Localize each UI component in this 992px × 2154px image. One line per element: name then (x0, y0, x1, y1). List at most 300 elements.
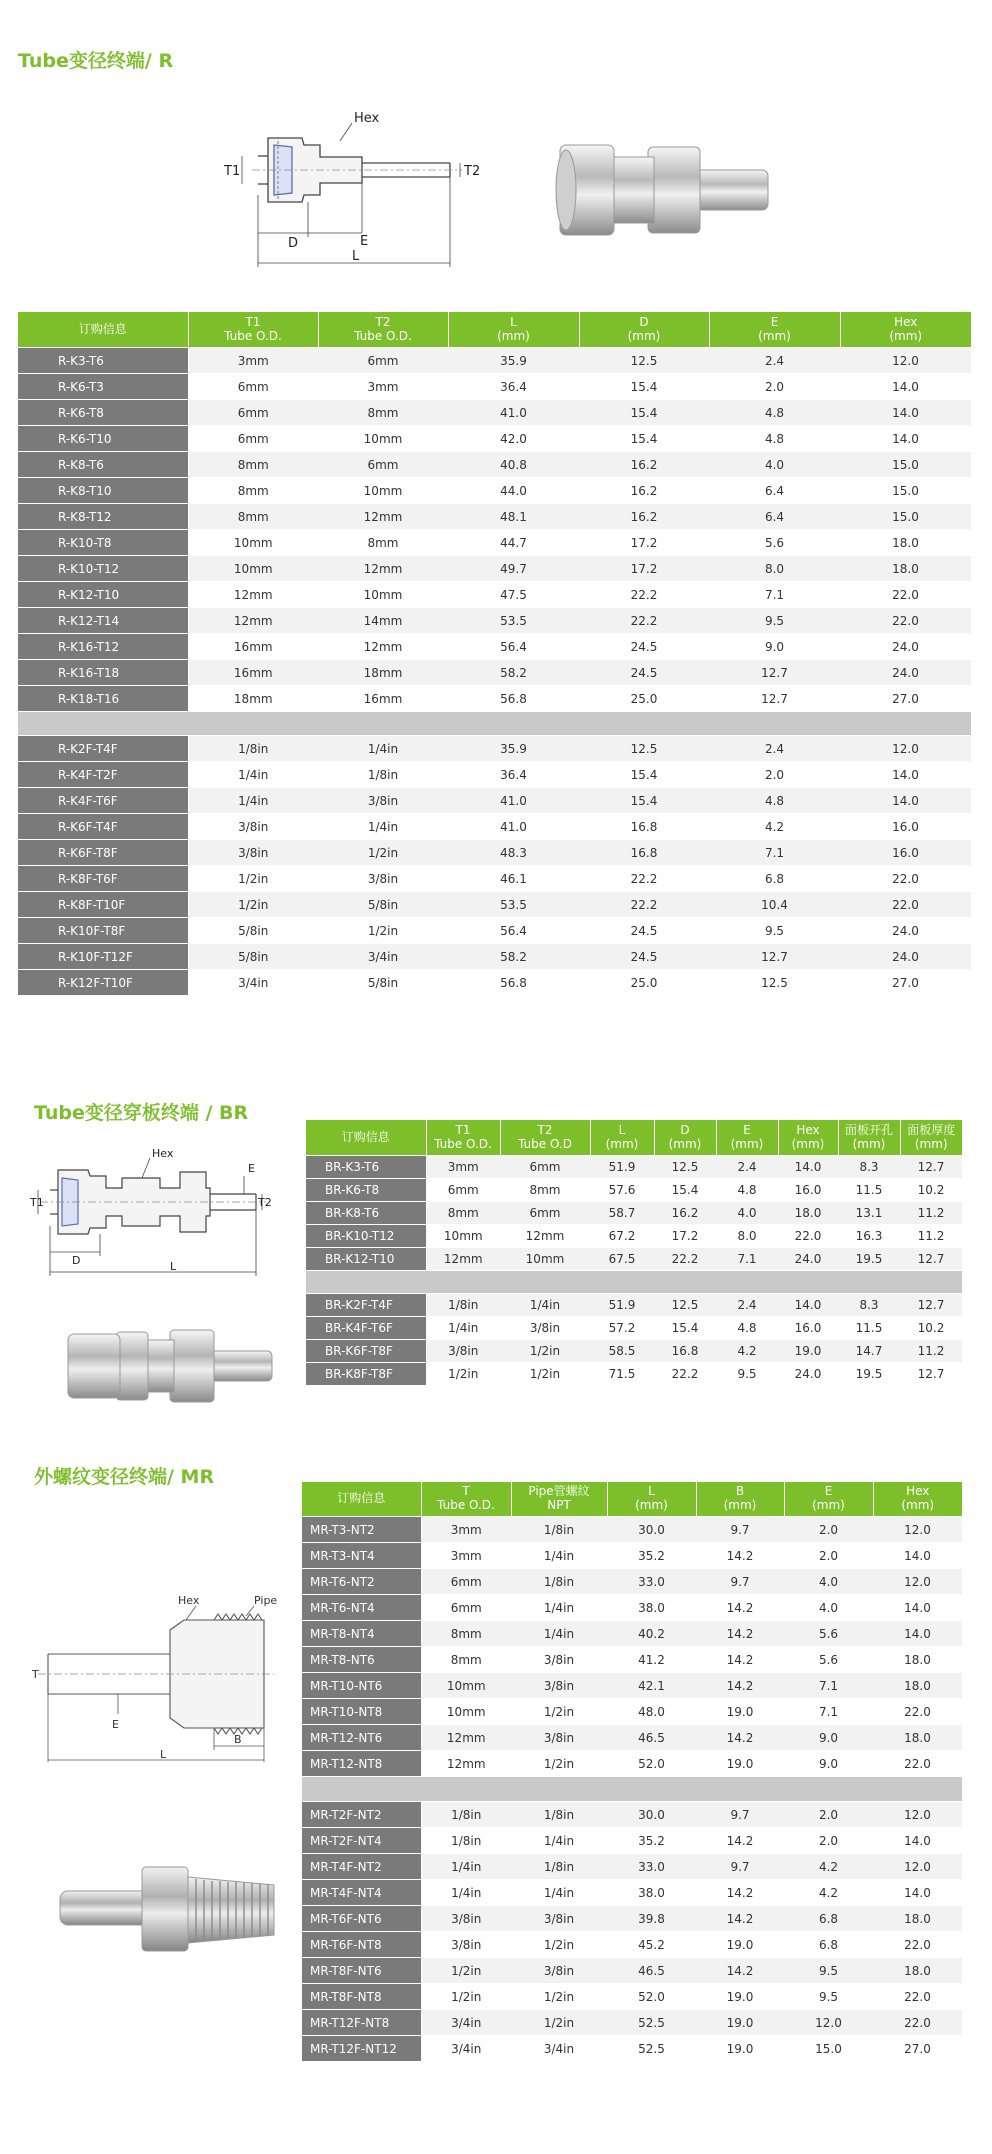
table-cell: 1/2in (188, 892, 318, 918)
table-cell: 4.8 (709, 788, 840, 814)
table-cell: 46.1 (448, 866, 579, 892)
table-cell: 6.4 (709, 504, 840, 530)
r-diagram-d-label: D (288, 236, 299, 251)
table-cell: 46.5 (607, 1958, 696, 1984)
table-cell: 5/8in (188, 918, 318, 944)
table-cell: 22.2 (654, 1363, 716, 1386)
table-cell: 8mm (421, 1647, 511, 1673)
table-cell: 2.0 (784, 1517, 873, 1543)
table-row (18, 944, 971, 970)
table-cell: 1/2in (421, 1984, 511, 2010)
table-cell: 42.0 (448, 426, 579, 452)
table-cell: 48.3 (448, 840, 579, 866)
mr-header-pipe-npt: Pipe管螺纹 NPT (511, 1482, 607, 1517)
table-cell: 9.5 (716, 1363, 778, 1386)
table-row (306, 1294, 962, 1317)
table-cell: 12mm (188, 608, 318, 634)
table-cell: 1/4in (188, 788, 318, 814)
table-cell: 1/4in (511, 1621, 607, 1647)
table-cell: 1/4in (511, 1543, 607, 1569)
table-cell: 19.5 (838, 1363, 900, 1386)
table-cell: 15.4 (654, 1317, 716, 1340)
table-cell: 19.0 (696, 1932, 784, 1958)
table-cell: 4.2 (784, 1854, 873, 1880)
table-cell: 71.5 (590, 1363, 654, 1386)
table-cell: 67.2 (590, 1225, 654, 1248)
table-row (302, 1725, 962, 1751)
table-cell: 22.2 (654, 1248, 716, 1271)
table-cell: 12.7 (709, 686, 840, 712)
br-diagram-e-label: E (248, 1162, 255, 1175)
br-header-panel-thickness: 面板厚度 (mm) (900, 1120, 962, 1156)
table-cell: 7.1 (716, 1248, 778, 1271)
table-row (18, 478, 971, 504)
table-row (302, 1621, 962, 1647)
table-cell: 15.4 (579, 762, 709, 788)
br-diagram-l-label: L (170, 1260, 177, 1273)
table-cell: 22.0 (873, 1932, 962, 1958)
table-cell: 1/2in (318, 918, 448, 944)
table-cell: 14.2 (696, 1595, 784, 1621)
table-cell: 47.5 (448, 582, 579, 608)
table-cell: 24.5 (579, 944, 709, 970)
table-cell: 12.0 (840, 348, 971, 374)
table-cell: 22.0 (873, 1699, 962, 1725)
order-code-cell: MR-T8F-NT8 (302, 1984, 421, 2010)
table-row (18, 814, 971, 840)
order-code-cell: BR-K6-T8 (306, 1179, 426, 1202)
order-code-cell: R-K4F-T2F (18, 762, 188, 788)
table-row (302, 1647, 962, 1673)
table-row (302, 1984, 962, 2010)
table-cell: 4.8 (716, 1179, 778, 1202)
table-cell: 3/8in (511, 1906, 607, 1932)
table-cell: 12.0 (873, 1802, 962, 1828)
table-cell: 12.0 (784, 2010, 873, 2036)
br-header-e: E (mm) (716, 1120, 778, 1156)
table-cell: 2.4 (709, 348, 840, 374)
table-cell: 18.0 (873, 1958, 962, 1984)
order-code-cell: MR-T8F-NT6 (302, 1958, 421, 1984)
order-code-cell: MR-T3-NT4 (302, 1543, 421, 1569)
table-cell: 9.7 (696, 1802, 784, 1828)
table-cell: 12.0 (840, 736, 971, 762)
table-cell: 8mm (318, 530, 448, 556)
table-cell: 12.7 (900, 1248, 962, 1271)
table-cell: 4.2 (716, 1340, 778, 1363)
table-cell: 3/8in (426, 1340, 500, 1363)
table-cell: 16.2 (579, 452, 709, 478)
table-row (306, 1179, 962, 1202)
table-cell: 3/4in (421, 2036, 511, 2062)
br-product-photo (60, 1318, 280, 1418)
order-code-cell: R-K2F-T4F (18, 736, 188, 762)
table-cell: 2.0 (784, 1802, 873, 1828)
table-cell: 14mm (318, 608, 448, 634)
mr-diagram-b-label: B (234, 1733, 242, 1746)
r-dimension-diagram (212, 105, 482, 273)
table-cell: 16.8 (579, 840, 709, 866)
table-row (18, 582, 971, 608)
table-cell: 14.0 (873, 1828, 962, 1854)
table-cell: 3mm (426, 1156, 500, 1179)
table-cell: 1/8in (511, 1802, 607, 1828)
group-separator-bar (18, 712, 971, 736)
table-cell: 3/8in (188, 814, 318, 840)
table-cell: 12mm (188, 582, 318, 608)
order-code-cell: MR-T2F-NT4 (302, 1828, 421, 1854)
order-code-cell: R-K6-T8 (18, 400, 188, 426)
br-header-d: D (mm) (654, 1120, 716, 1156)
table-cell: 7.1 (709, 840, 840, 866)
table-cell: 6mm (188, 400, 318, 426)
table-cell: 24.5 (579, 634, 709, 660)
table-cell: 16mm (318, 686, 448, 712)
table-cell: 14.0 (778, 1156, 838, 1179)
table-cell: 56.4 (448, 634, 579, 660)
table-cell: 48.1 (448, 504, 579, 530)
table-row (18, 892, 971, 918)
table-cell: 12mm (318, 634, 448, 660)
table-cell: 1/2in (421, 1958, 511, 1984)
table-cell: 1/4in (511, 1828, 607, 1854)
br-spec-table (306, 1120, 962, 1386)
table-cell: 24.0 (778, 1363, 838, 1386)
r-diagram-e-label: E (360, 234, 369, 249)
table-cell: 6mm (421, 1595, 511, 1621)
table-cell: 56.8 (448, 970, 579, 996)
table-row (302, 1802, 962, 1828)
table-cell: 4.8 (709, 400, 840, 426)
br-header-l: L (mm) (590, 1120, 654, 1156)
table-cell: 5.6 (784, 1621, 873, 1647)
table-cell: 12.7 (900, 1363, 962, 1386)
table-cell: 1/4in (421, 1854, 511, 1880)
table-cell: 15.0 (840, 452, 971, 478)
table-cell: 8mm (188, 478, 318, 504)
mr-header-l: L (mm) (607, 1482, 696, 1517)
table-row (18, 452, 971, 478)
table-cell: 40.8 (448, 452, 579, 478)
table-cell: 16.0 (778, 1317, 838, 1340)
table-row (302, 2036, 962, 2062)
table-cell: 10mm (318, 478, 448, 504)
r-header-t1: T1 Tube O.D. (188, 312, 318, 348)
mr-diagram-t-label: T (32, 1668, 39, 1681)
table-cell: 14.0 (840, 762, 971, 788)
table-cell: 19.5 (838, 1248, 900, 1271)
order-code-cell: BR-K8F-T8F (306, 1363, 426, 1386)
table-row (18, 866, 971, 892)
table-cell: 8.0 (709, 556, 840, 582)
table-cell: 24.0 (840, 634, 971, 660)
table-cell: 52.0 (607, 1751, 696, 1777)
table-cell: 14.0 (873, 1621, 962, 1647)
table-row (306, 1202, 962, 1225)
table-cell: 10mm (500, 1248, 590, 1271)
table-cell: 4.8 (709, 426, 840, 452)
table-cell: 18mm (188, 686, 318, 712)
table-cell: 3/4in (511, 2036, 607, 2062)
table-cell: 9.7 (696, 1569, 784, 1595)
table-row (18, 660, 971, 686)
table-row (302, 1828, 962, 1854)
table-cell: 12.5 (579, 348, 709, 374)
table-cell: 1/4in (426, 1317, 500, 1340)
order-code-cell: BR-K2F-T4F (306, 1294, 426, 1317)
group-separator (306, 1271, 962, 1294)
order-code-cell: R-K16-T18 (18, 660, 188, 686)
table-cell: 7.1 (709, 582, 840, 608)
table-cell: 15.4 (579, 400, 709, 426)
table-cell: 22.0 (840, 582, 971, 608)
table-cell: 9.5 (709, 918, 840, 944)
table-cell: 22.0 (873, 1751, 962, 1777)
order-code-cell: MR-T3-NT2 (302, 1517, 421, 1543)
table-cell: 1/8in (511, 1569, 607, 1595)
table-cell: 3mm (421, 1517, 511, 1543)
table-row (18, 762, 971, 788)
table-cell: 16.3 (838, 1225, 900, 1248)
table-cell: 12.0 (873, 1854, 962, 1880)
table-row (18, 556, 971, 582)
table-cell: 12mm (318, 556, 448, 582)
table-cell: 14.7 (838, 1340, 900, 1363)
table-cell: 52.5 (607, 2036, 696, 2062)
table-cell: 12.7 (709, 660, 840, 686)
table-cell: 45.2 (607, 1932, 696, 1958)
table-cell: 41.2 (607, 1647, 696, 1673)
table-cell: 12mm (421, 1751, 511, 1777)
br-header-t2: T2 Tube O.D (500, 1120, 590, 1156)
table-cell: 2.4 (716, 1156, 778, 1179)
table-cell: 10mm (188, 556, 318, 582)
table-cell: 9.7 (696, 1854, 784, 1880)
table-cell: 14.0 (840, 788, 971, 814)
mr-product-photo (52, 1855, 282, 1965)
table-cell: 10mm (426, 1225, 500, 1248)
table-cell: 44.7 (448, 530, 579, 556)
table-cell: 22.0 (778, 1225, 838, 1248)
order-code-cell: R-K10-T12 (18, 556, 188, 582)
table-cell: 12mm (500, 1225, 590, 1248)
table-cell: 57.6 (590, 1179, 654, 1202)
table-cell: 1/2in (511, 2010, 607, 2036)
table-cell: 22.2 (579, 892, 709, 918)
table-cell: 8mm (188, 504, 318, 530)
table-cell: 1/2in (426, 1363, 500, 1386)
table-cell: 6mm (318, 348, 448, 374)
r-product-photo (548, 125, 778, 275)
table-cell: 53.5 (448, 608, 579, 634)
table-cell: 15.0 (840, 478, 971, 504)
table-row (18, 788, 971, 814)
table-cell: 17.2 (654, 1225, 716, 1248)
table-row (18, 530, 971, 556)
table-cell: 10mm (318, 426, 448, 452)
table-cell: 5/8in (188, 944, 318, 970)
table-cell: 4.8 (716, 1317, 778, 1340)
table-cell: 6.8 (709, 866, 840, 892)
table-cell: 27.0 (873, 2036, 962, 2062)
table-row (18, 374, 971, 400)
mr-diagram-l-label: L (160, 1748, 167, 1761)
order-code-cell: R-K10F-T12F (18, 944, 188, 970)
group-separator-bar (302, 1777, 962, 1802)
table-cell: 1/4in (318, 736, 448, 762)
table-cell: 38.0 (607, 1880, 696, 1906)
table-row (302, 1906, 962, 1932)
table-cell: 10mm (421, 1699, 511, 1725)
table-cell: 36.4 (448, 762, 579, 788)
order-code-cell: MR-T12-NT6 (302, 1725, 421, 1751)
table-cell: 14.2 (696, 1958, 784, 1984)
table-cell: 19.0 (778, 1340, 838, 1363)
table-cell: 1/4in (421, 1880, 511, 1906)
table-cell: 3/8in (188, 840, 318, 866)
table-cell: 1/8in (318, 762, 448, 788)
table-cell: 14.2 (696, 1828, 784, 1854)
r-diagram-hex-label: Hex (354, 111, 380, 126)
table-cell: 12.5 (579, 736, 709, 762)
order-code-cell: MR-T8-NT6 (302, 1647, 421, 1673)
table-cell: 18.0 (873, 1673, 962, 1699)
table-cell: 4.0 (709, 452, 840, 478)
table-cell: 6.8 (784, 1932, 873, 1958)
table-row (18, 686, 971, 712)
table-row (18, 634, 971, 660)
table-cell: 9.0 (784, 1725, 873, 1751)
table-row (306, 1248, 962, 1271)
table-cell: 24.5 (579, 918, 709, 944)
table-cell: 14.0 (873, 1595, 962, 1621)
table-cell: 46.5 (607, 1725, 696, 1751)
table-cell: 3/8in (500, 1317, 590, 1340)
order-code-cell: MR-T4F-NT2 (302, 1854, 421, 1880)
table-cell: 16.0 (778, 1179, 838, 1202)
table-cell: 5.6 (709, 530, 840, 556)
r-spec-table (18, 312, 971, 996)
mr-diagram-e-label: E (112, 1718, 119, 1731)
table-cell: 3/8in (511, 1725, 607, 1751)
table-cell: 2.0 (709, 374, 840, 400)
mr-header-t: T Tube O.D. (421, 1482, 511, 1517)
table-cell: 8mm (500, 1179, 590, 1202)
table-row (306, 1317, 962, 1340)
table-row (302, 1699, 962, 1725)
table-cell: 48.0 (607, 1699, 696, 1725)
order-code-cell: MR-T6F-NT6 (302, 1906, 421, 1932)
table-cell: 4.0 (784, 1569, 873, 1595)
order-code-cell: MR-T4F-NT4 (302, 1880, 421, 1906)
r-header-d: D (mm) (579, 312, 709, 348)
table-cell: 1/4in (500, 1294, 590, 1317)
table-cell: 22.0 (840, 866, 971, 892)
table-cell: 4.0 (784, 1595, 873, 1621)
table-cell: 3/8in (318, 866, 448, 892)
table-cell: 19.0 (696, 2036, 784, 2062)
r-header-hex: Hex (mm) (840, 312, 971, 348)
table-cell: 19.0 (696, 1751, 784, 1777)
table-cell: 56.4 (448, 918, 579, 944)
table-cell: 12.7 (709, 944, 840, 970)
br-header-t1: T1 Tube O.D. (426, 1120, 500, 1156)
table-cell: 10mm (318, 582, 448, 608)
table-cell: 9.5 (784, 1958, 873, 1984)
table-cell: 3mm (318, 374, 448, 400)
r-diagram-t1-label: T1 (224, 164, 241, 179)
table-cell: 51.9 (590, 1294, 654, 1317)
order-code-cell: R-K18-T16 (18, 686, 188, 712)
order-code-cell: MR-T12F-NT12 (302, 2036, 421, 2062)
order-code-cell: MR-T12F-NT8 (302, 2010, 421, 2036)
table-cell: 24.0 (840, 660, 971, 686)
table-cell: 8mm (426, 1202, 500, 1225)
table-cell: 19.0 (696, 1984, 784, 2010)
table-cell: 15.4 (579, 788, 709, 814)
table-cell: 6mm (188, 426, 318, 452)
group-separator (18, 712, 971, 736)
table-cell: 1/8in (421, 1828, 511, 1854)
table-cell: 3/8in (421, 1906, 511, 1932)
table-cell: 12.7 (900, 1294, 962, 1317)
table-cell: 14.2 (696, 1673, 784, 1699)
order-code-cell: R-K6-T10 (18, 426, 188, 452)
table-cell: 52.0 (607, 1984, 696, 2010)
mr-diagram-pipe-label: Pipe (254, 1594, 278, 1607)
table-cell: 25.0 (579, 970, 709, 996)
table-cell: 12.5 (654, 1156, 716, 1179)
table-cell: 4.2 (784, 1880, 873, 1906)
table-row (302, 1673, 962, 1699)
br-header-panel-hole: 面板开孔 (mm) (838, 1120, 900, 1156)
table-cell: 16.0 (840, 840, 971, 866)
table-cell: 58.2 (448, 944, 579, 970)
table-row (302, 1958, 962, 1984)
br-header-hex: Hex (mm) (778, 1120, 838, 1156)
table-cell: 14.0 (840, 426, 971, 452)
order-code-cell: R-K8-T10 (18, 478, 188, 504)
order-code-cell: R-K8-T6 (18, 452, 188, 478)
table-cell: 12.7 (900, 1156, 962, 1179)
order-code-cell: R-K8-T12 (18, 504, 188, 530)
order-code-cell: MR-T8-NT4 (302, 1621, 421, 1647)
table-row (302, 1880, 962, 1906)
group-separator-bar (306, 1271, 962, 1294)
table-cell: 11.2 (900, 1340, 962, 1363)
table-cell: 58.2 (448, 660, 579, 686)
table-cell: 9.0 (709, 634, 840, 660)
table-cell: 25.0 (579, 686, 709, 712)
mr-header-e: E (mm) (784, 1482, 873, 1517)
table-row (302, 1595, 962, 1621)
table-cell: 14.2 (696, 1880, 784, 1906)
table-cell: 22.0 (840, 608, 971, 634)
table-cell: 9.0 (784, 1751, 873, 1777)
table-cell: 24.0 (840, 944, 971, 970)
table-row (306, 1340, 962, 1363)
table-row (18, 970, 971, 996)
table-cell: 11.5 (838, 1179, 900, 1202)
table-cell: 11.2 (900, 1225, 962, 1248)
r-diagram-t2-label: T2 (464, 164, 481, 179)
table-cell: 38.0 (607, 1595, 696, 1621)
table-cell: 15.0 (840, 504, 971, 530)
order-code-cell: MR-T6-NT2 (302, 1569, 421, 1595)
order-code-cell: R-K8F-T6F (18, 866, 188, 892)
table-cell: 3/8in (511, 1958, 607, 1984)
order-code-cell: R-K6F-T8F (18, 840, 188, 866)
